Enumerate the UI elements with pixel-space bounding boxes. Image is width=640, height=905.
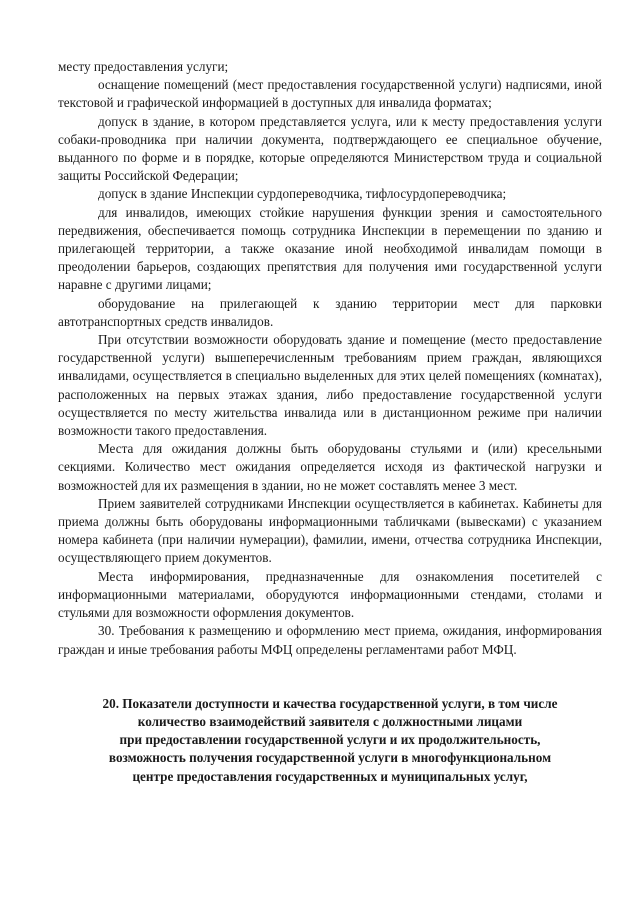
- section-heading-line: центре предоставления государственных и муниципальных услуг,: [132, 768, 528, 784]
- paragraph-alternative-premises: При отсутствии возможности оборудовать здание и помещение (место предоставление государственной услуги) вышеперечисленным требованиям прием граждан, являющихся инвалидами, осуществляется в специально выделенных для этих целей помещениях (комнатах), расположенных на первых этажах здания, либо предоставление государственной услуги осуществляется по месту жительства инвалида или в дистанционном режиме при наличии возможности такого предоставления.: [58, 332, 602, 439]
- paragraph-assistance: для инвалидов, имеющих стойкие нарушения функции зрения и самостоятельного передвижения, обеспечивается помощь сотрудника Инспекции в перемещении по зданию и прилегающей территории, а также оказание иной необходимой инвалидам помощи в преодолении барьеров, создающих препятствия для получения ими государственной услуги наравне с другими лицами;: [58, 204, 602, 293]
- section-heading-line: возможность получения государственной услуги в многофункциональном: [108, 750, 552, 766]
- section-heading-line: 20. Показатели доступности и качества государственной услуги, в том числе: [102, 695, 558, 711]
- section-heading-line: при предоставлении государственной услуги и их продолжительность,: [119, 732, 541, 748]
- paragraph-sign-interpreter: допуск в здание Инспекции сурдопереводчика, тифлосурдопереводчика;: [98, 186, 507, 202]
- paragraph-parking: оборудование на прилегающей к зданию территории мест для парковки автотранспортных средств инвалидов.: [58, 295, 602, 329]
- paragraph-mfc-requirements: 30. Требования к размещению и оформлению мест приема, ожидания, информирования граждан и иные требования работы МФЦ определены регламентами работ МФЦ.: [58, 623, 602, 657]
- paragraph-waiting-places: Места для ожидания должны быть оборудованы стульями и (или) кресельными секциями. Количество мест ожидания определяется исходя из фактической нагрузки и возможностей для их размещения в здании, но не может составлять менее 3 мест.: [58, 441, 602, 493]
- paragraph-signage: оснащение помещений (мест предоставления государственной услуги) надписями, иной текстовой и графической информацией в доступных для инвалида форматах;: [58, 77, 602, 111]
- section-heading: [58, 695, 602, 786]
- paragraph-reception-offices: Прием заявителей сотрудниками Инспекции осуществляется в кабинетах. Кабинеты для приема должны быть оборудованы информационными табличками (вывесками) с указанием номера кабинета (при наличии нумерации), фамилии, имени, отчества сотрудника Инспекции, осуществляющего прием документов.: [58, 495, 602, 566]
- paragraph-guide-dog: допуск в здание, в котором представляется услуга, или к месту предоставления услуги собаки-проводника при наличии документа, подтверждающего ее специальное обучение, выданного по форме и в порядке, которые определяются Министерством труда и социальной защиты Российской Федерации;: [58, 113, 602, 184]
- document-page: [58, 58, 602, 786]
- section-heading-line: количество взаимодействий заявителя с должностными лицами: [137, 713, 523, 729]
- paragraph-information-places: Места информирования, предназначенные для ознакомления посетителей с информационными материалами, оборудуются информационными стендами, столами и стульями для возможности оформления документов.: [58, 568, 602, 621]
- paragraph-continuation: месту предоставления услуги;: [58, 59, 229, 74]
